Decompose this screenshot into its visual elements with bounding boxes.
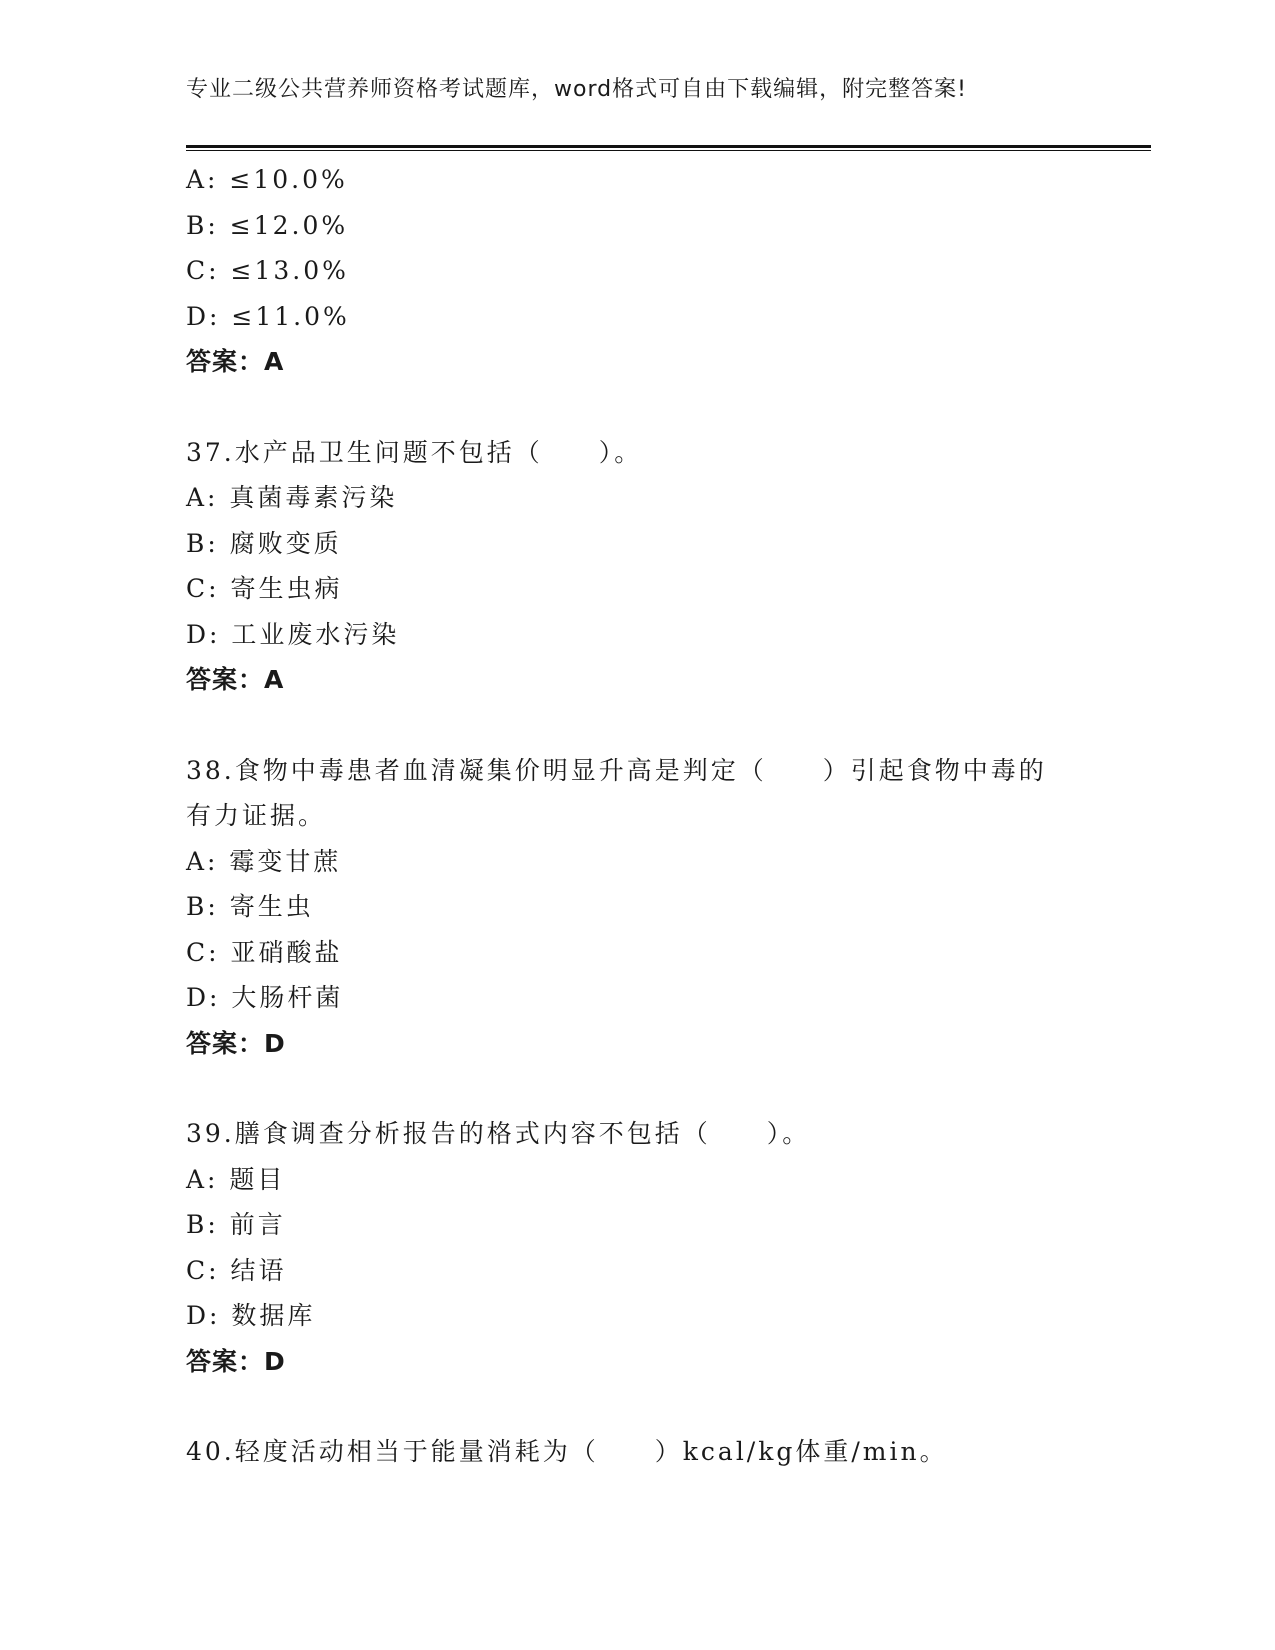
option-b: B: 腐败变质 xyxy=(186,528,342,558)
header-rule-thin xyxy=(186,150,1151,151)
option-c: C: 亚硝酸盐 xyxy=(186,937,343,967)
answer-line: 答案：D xyxy=(186,1028,286,1058)
option-c: C: 结语 xyxy=(186,1255,287,1285)
option-a: A: 霉变甘蔗 xyxy=(186,846,342,876)
question-stem-line-2: 有力证据。 xyxy=(186,801,327,830)
option-b: B: 寄生虫 xyxy=(186,892,314,921)
answer-line: 答案：A xyxy=(186,347,285,376)
question-37 xyxy=(186,430,1086,703)
option-a: A: 真菌毒素污染 xyxy=(186,483,398,512)
question-40 xyxy=(186,1429,1086,1475)
option-d: D: 数据库 xyxy=(186,1301,316,1330)
answer-line: 答案：D xyxy=(186,1346,286,1376)
document-header: 专业二级公共营养师资格考试题库，word格式可自由下载编辑，附完整答案! xyxy=(186,77,967,102)
question-38 xyxy=(186,748,1086,1067)
option-c: C: 寄生虫病 xyxy=(186,574,343,603)
option-d: D: 工业废水污染 xyxy=(186,619,400,649)
answer-line: 答案：A xyxy=(186,665,285,694)
question-39 xyxy=(186,1111,1086,1384)
question-stem: 40.轻度活动相当于能量消耗为（ ）kcal/kg体重/min。 xyxy=(186,1437,948,1466)
option-c: C: ≤13.0% xyxy=(186,256,349,285)
question-list xyxy=(186,157,1086,1475)
question-stem: 39.膳食调查分析报告的格式内容不包括（ ）。 xyxy=(186,1119,811,1148)
question-stem: 37.水产品卫生问题不包括（ ）。 xyxy=(186,437,643,467)
question-36-tail xyxy=(186,157,1086,385)
option-a: A: ≤10.0% xyxy=(186,165,348,194)
question-stem-line-1: 38.食物中毒患者血清凝集价明显升高是判定（ ）引起食物中毒的 xyxy=(186,755,1047,785)
header-rule-thick xyxy=(186,145,1151,148)
option-d: D: ≤11.0% xyxy=(186,301,350,331)
option-b: B: ≤12.0% xyxy=(186,210,349,240)
option-b: B: 前言 xyxy=(186,1210,286,1239)
option-a: A: 题目 xyxy=(186,1164,286,1194)
option-d: D: 大肠杆菌 xyxy=(186,983,344,1012)
